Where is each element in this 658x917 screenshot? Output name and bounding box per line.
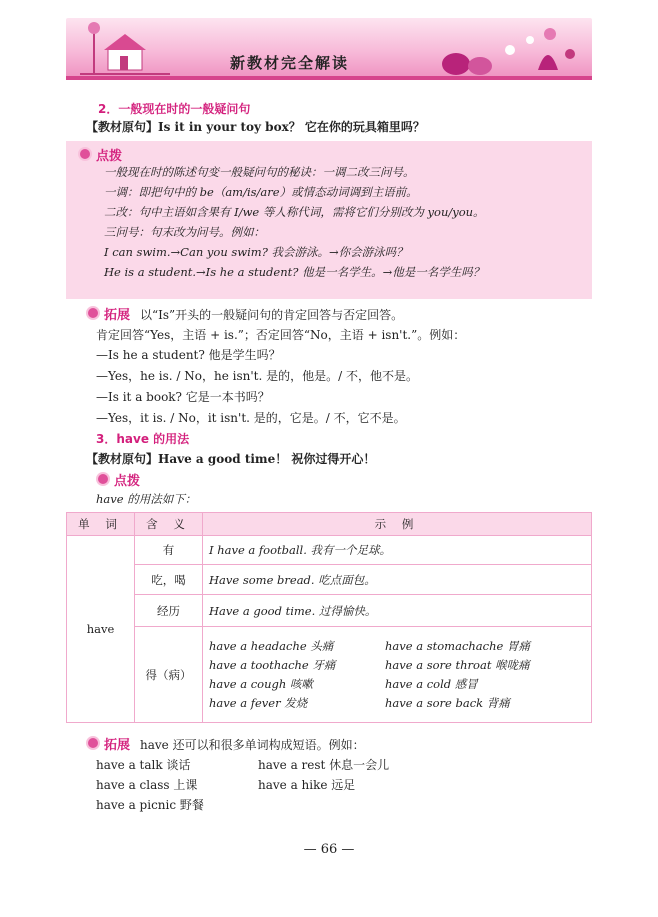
table-example-cell: Have a good time. 过得愉快。 [203,595,592,627]
table-meaning-cell: 经历 [135,595,203,627]
table-row [67,536,592,565]
extension-line: —Yes，he is. / No，he isn't. 是的，他是。/ 不，他不是。 [96,369,418,383]
tip-header [78,145,122,164]
flowers-illustration [430,20,590,78]
table-word-cell: have [67,536,135,723]
extension-bullet-icon [86,306,100,320]
table-header: 含 义 [135,513,203,536]
table-example-cell [203,627,592,723]
table-row [67,627,592,723]
tip-line: He is a student.→Is he a student? 他是一名学生。→他是一名学生吗？ [104,265,485,279]
table-meaning-cell: 得（病） [135,627,203,723]
tip-line: 二改：句中主语如含果有 I/we 等人称代词，需将它们分别改为 you/you。 [104,205,485,219]
table-meaning-cell: 有 [135,536,203,565]
tip-line: I can swim.→Can you swim? 我会游泳。→你会游泳吗？ [104,245,408,259]
table-meaning-cell: 吃，喝 [135,565,203,595]
extension-intro: 以“Is”开头的一般疑问句的肯定回答与否定回答。 [140,308,404,322]
section-2-original-sentence: 【教材原句】Is it in your toy box？ 它在你的玩具箱里吗？ [86,120,425,134]
table-example-cell: Have some bread. 吃点面包。 [203,565,592,595]
example-phrase: have a cough 咳嗽 [209,677,313,691]
house-tree-illustration [80,20,170,78]
tip-line: 一调：即把句中的 be（am/is/are）或情态动词调到主语前。 [104,185,418,199]
example-phrase: have a stomachache 胃痛 [385,639,530,653]
example-phrase: have a fever 发烧 [209,696,308,710]
extension-intro: have 还可以和很多单词构成短语。例如： [140,738,365,752]
phrase-item: have a talk 谈话 [96,758,191,772]
phrase-item: have a class 上课 [96,778,198,792]
tip-bullet-icon [78,147,92,161]
phrase-item: have a picnic 野餐 [96,798,204,812]
extension-header [86,736,365,755]
section-2-heading: 2．一般现在时的一般疑问句 [98,102,251,116]
phrase-item: have a hike 远足 [258,778,356,792]
tip-intro: have 的用法如下： [96,492,197,506]
tip-label: 点拨 [96,149,123,164]
tip-line: 一般现在时的陈述句变一般疑问句的秘诀：一调二改三问号。 [104,165,415,179]
extension-line: 肯定回答“Yes，主语 + is.”；否定回答“No，主语 + isn't.”。例如： [96,328,466,342]
extension-bullet-icon [86,736,100,750]
example-phrase: have a headache 头痛 [209,639,334,653]
example-phrase: have a toothache 牙痛 [209,658,336,672]
example-phrase: have a sore throat 喉咙痛 [385,658,530,672]
table-header: 单 词 [67,513,135,536]
have-usage-table [66,512,592,723]
table-row [67,595,592,627]
section-3-original-sentence: 【教材原句】Have a good time！ 祝你过得开心！ [86,452,376,466]
tip-line: 三问号：句末改为问号。例如： [104,225,265,239]
example-phrase: have a cold 感冒 [385,677,478,691]
header-stripe [66,76,592,80]
table-example-cell: I have a football. 我有一个足球。 [203,536,592,565]
page-number: — 66 — [303,842,355,857]
extension-header [86,306,403,325]
section-3-heading: 3．have 的用法 [96,432,190,446]
example-phrase: have a sore back 背痛 [385,696,510,710]
table-header: 示 例 [203,513,592,536]
page-header-title: 新教材完全解读 [230,54,350,72]
phrase-item: have a rest 休息一会儿 [258,758,390,772]
tip-label: 点拨 [114,474,141,489]
tip-header [96,470,140,489]
extension-line: —Is he a student? 他是学生吗？ [96,348,281,362]
tip-bullet-icon [96,472,110,486]
extension-line: —Is it a book? 它是一本书吗？ [96,390,270,404]
extension-line: —Yes，it is. / No，it isn't. 是的，它是。/ 不，它不是。 [96,411,406,425]
extension-label: 拓展 [104,308,131,323]
extension-label: 拓展 [104,738,131,753]
table-header-row [67,513,592,536]
table-row [67,565,592,595]
